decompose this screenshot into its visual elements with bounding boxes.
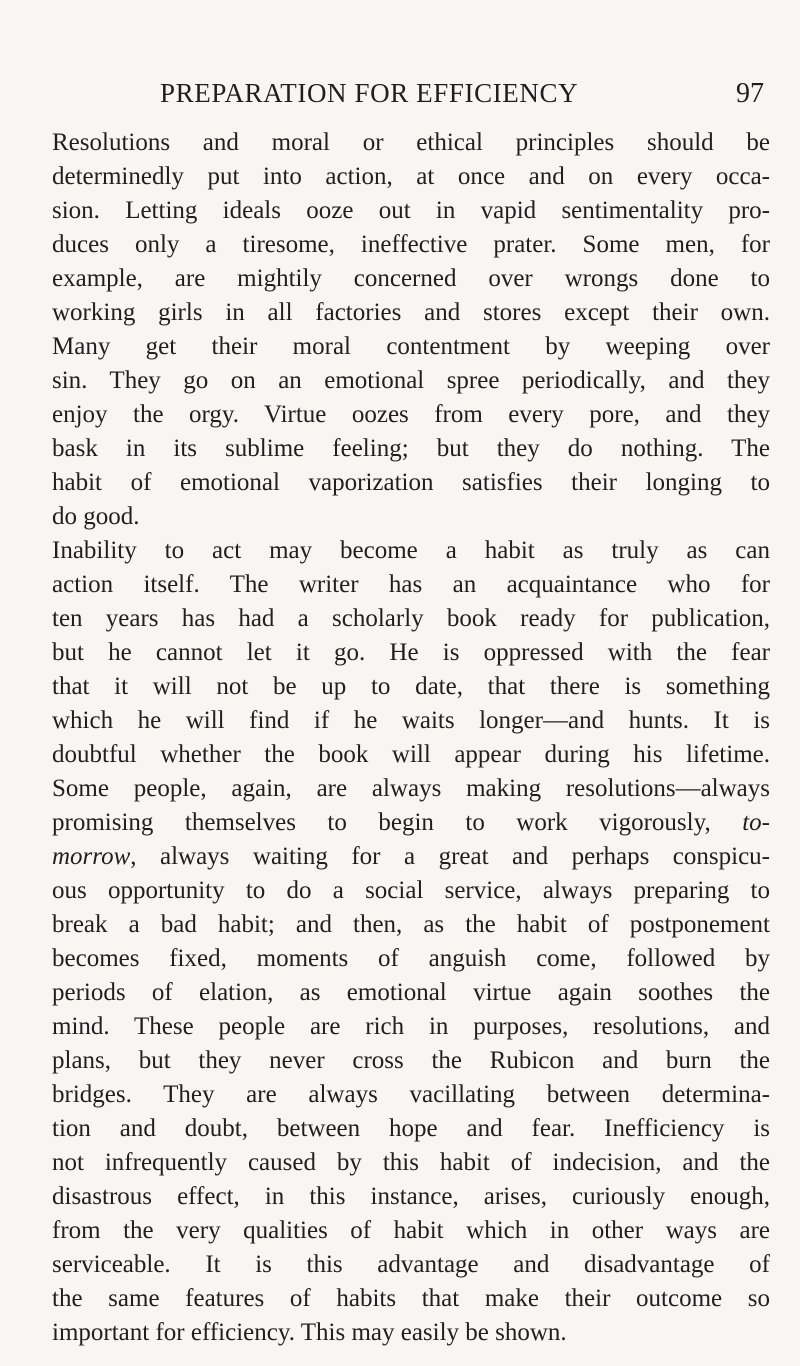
- italic-word: to-: [742, 809, 770, 836]
- line-text: determinedly put into action, at once and on every occa-: [52, 163, 770, 190]
- text-line: [52, 364, 770, 398]
- text-line: [52, 1112, 770, 1146]
- text-line: [52, 1282, 770, 1316]
- line-text: not infrequently caused by this habit of indecision, and the: [52, 1149, 770, 1176]
- line-text: duces only a tiresome, ineffective prater. Some men, for: [52, 231, 770, 258]
- text-line: [52, 636, 770, 670]
- body-text: [52, 126, 770, 1350]
- line-text: that it will not be up to date, that there is something: [52, 673, 770, 700]
- line-text: plans, but they never cross the Rubicon and burn the: [52, 1047, 770, 1074]
- text-line: [52, 908, 770, 942]
- text-line: [52, 466, 770, 500]
- page-number: 97: [736, 78, 764, 109]
- line-text: important for efficiency. This may easily be shown.: [52, 1319, 567, 1346]
- text-line: [52, 670, 770, 704]
- text-line: [52, 976, 770, 1010]
- text-line: [52, 568, 770, 602]
- line-text: from the very qualities of habit which in other ways are: [52, 1217, 770, 1244]
- text-line: [52, 806, 770, 840]
- text-line: [52, 738, 770, 772]
- line-text: the same features of habits that make their outcome so: [52, 1285, 770, 1312]
- text-line: [52, 228, 770, 262]
- text-line: [52, 432, 770, 466]
- line-text: promising themselves to begin to work vigorously,: [52, 809, 743, 836]
- text-line: [52, 772, 770, 806]
- line-text: Many get their moral contentment by weeping over: [52, 333, 770, 360]
- text-line: [52, 126, 770, 160]
- line-text: serviceable. It is this advantage and disadvantage of: [52, 1251, 770, 1278]
- text-line: [52, 330, 770, 364]
- line-text: example, are mightily concerned over wrongs done to: [52, 265, 770, 292]
- line-text: sion. Letting ideals ooze out in vapid sentimentality pro-: [52, 197, 770, 224]
- line-text: which he will find if he waits longer—and hunts. It is: [52, 707, 770, 734]
- line-text: disastrous effect, in this instance, arises, curiously enough,: [52, 1183, 770, 1210]
- line-text: do good.: [52, 503, 140, 530]
- line-text: ous opportunity to do a social service, always preparing to: [52, 877, 770, 904]
- text-line: [52, 1146, 770, 1180]
- line-text-after: , always waiting for a great and perhaps conspicu-: [130, 843, 770, 870]
- text-line: [52, 874, 770, 908]
- text-line: [52, 194, 770, 228]
- italic-word: morrow: [52, 843, 131, 870]
- line-text: working girls in all factories and stores except their own.: [52, 299, 770, 326]
- text-line: [52, 534, 770, 568]
- text-line: [52, 1010, 770, 1044]
- line-text: doubtful whether the book will appear during his lifetime.: [52, 741, 770, 768]
- line-text: tion and doubt, between hope and fear. Inefficiency is: [52, 1115, 770, 1142]
- text-line: [52, 1044, 770, 1078]
- text-line: [52, 1214, 770, 1248]
- text-line: [52, 704, 770, 738]
- line-text: Resolutions and moral or ethical principles should be: [52, 129, 770, 156]
- line-text: Some people, again, are always making resolutions—always: [52, 775, 770, 802]
- line-text: enjoy the orgy. Virtue oozes from every pore, and they: [52, 401, 770, 428]
- text-line: [52, 160, 770, 194]
- line-text: mind. These people are rich in purposes, resolutions, and: [52, 1013, 770, 1040]
- line-text: ten years has had a scholarly book ready for publication,: [52, 605, 770, 632]
- line-text: sin. They go on an emotional spree periodically, and they: [52, 367, 770, 394]
- text-line: [52, 500, 770, 534]
- text-line: [52, 262, 770, 296]
- line-text: action itself. The writer has an acquaintance who for: [52, 571, 770, 598]
- running-head: [160, 78, 764, 118]
- running-title: PREPARATION FOR EFFICIENCY: [160, 78, 579, 108]
- line-text: bridges. They are always vacillating between determina-: [52, 1081, 770, 1108]
- line-text: periods of elation, as emotional virtue again soothes the: [52, 979, 770, 1006]
- line-text: becomes fixed, moments of anguish come, followed by: [52, 945, 770, 972]
- line-text: Inability to act may become a habit as truly as can: [52, 537, 770, 564]
- line-text: break a bad habit; and then, as the habit of postponement: [52, 911, 770, 938]
- text-line: [52, 1248, 770, 1282]
- text-line: [52, 1316, 770, 1350]
- text-line: [52, 942, 770, 976]
- text-line: [52, 602, 770, 636]
- line-text: habit of emotional vaporization satisfies their longing to: [52, 469, 770, 496]
- text-line: [52, 1078, 770, 1112]
- line-text: but he cannot let it go. He is oppressed with the fear: [52, 639, 770, 666]
- text-line: [52, 1180, 770, 1214]
- text-line: [52, 840, 770, 874]
- text-line: [52, 398, 770, 432]
- line-text: bask in its sublime feeling; but they do nothing. The: [52, 435, 770, 462]
- text-line: [52, 296, 770, 330]
